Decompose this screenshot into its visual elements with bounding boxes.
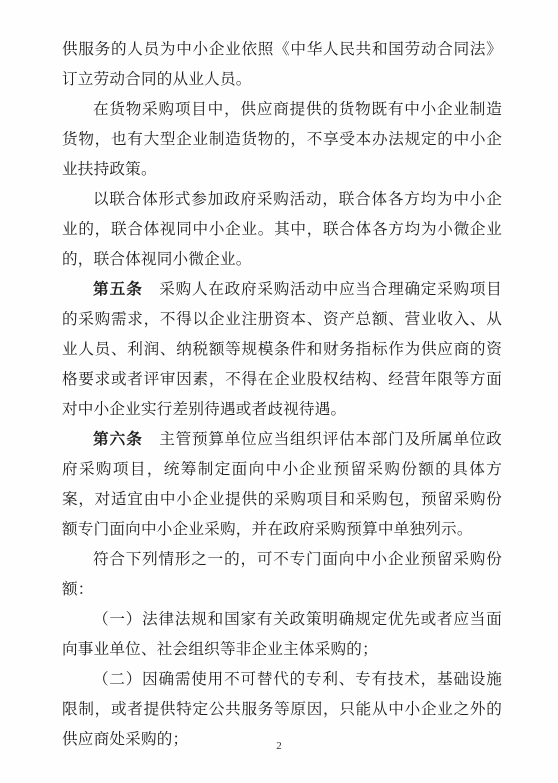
page-number: 2: [276, 740, 282, 752]
paragraph-text: 采购人在政府采购活动中应当合理确定采购项目的采购需求，不得以企业注册资本、资产总额、营业收入、从业人员、利润、纳税额等规模条件和财务指标作为供应商的资格要求或者评审因素，不得在企业股权结构、经营年限等方面对中小企业实行差别待遇或者歧视待遇。: [62, 280, 502, 418]
paragraph-text: （二）因确需使用不可替代的专利、专有技术，基础设施限制，或者提供特定公共服务等原因，只能从中小企业之外的供应商处采购的；: [62, 670, 502, 748]
list-item: [62, 604, 502, 664]
body-text: [62, 34, 502, 754]
paragraph: [62, 184, 502, 274]
paragraph-text: 符合下列情形之一的，可不专门面向中小企业预留采购份额：: [62, 550, 502, 598]
paragraph: [62, 544, 502, 604]
paragraph-text: 主管预算单位应当组织评估本部门及所属单位政府采购项目，统筹制定面向中小企业预留采购份额的具体方案，对适宜由中小企业提供的采购项目和采购包，预留采购份额专门面向中小企业采购，并在政府采购预算中单独列示。: [62, 430, 502, 538]
paragraph-text: （一）法律法规和国家有关政策明确规定优先或者应当面向事业单位、社会组织等非企业主体采购的；: [62, 610, 502, 658]
article-title: 第五条: [93, 280, 143, 298]
article-paragraph: [62, 424, 502, 544]
paragraph: [62, 94, 502, 184]
paragraph-text: 以联合体形式参加政府采购活动，联合体各方均为中小企业的，联合体视同中小企业。其中，联合体各方均为小微企业的，联合体视同小微企业。: [62, 190, 502, 268]
article-paragraph: [62, 274, 502, 424]
article-title: 第六条: [93, 430, 143, 448]
paragraph: [62, 34, 502, 94]
paragraph-text: 在货物采购项目中，供应商提供的货物既有中小企业制造货物，也有大型企业制造货物的，不享受本办法规定的中小企业扶持政策。: [62, 100, 502, 178]
paragraph-text: 供服务的人员为中小企业依照《中华人民共和国劳动合同法》订立劳动合同的从业人员。: [62, 40, 502, 88]
